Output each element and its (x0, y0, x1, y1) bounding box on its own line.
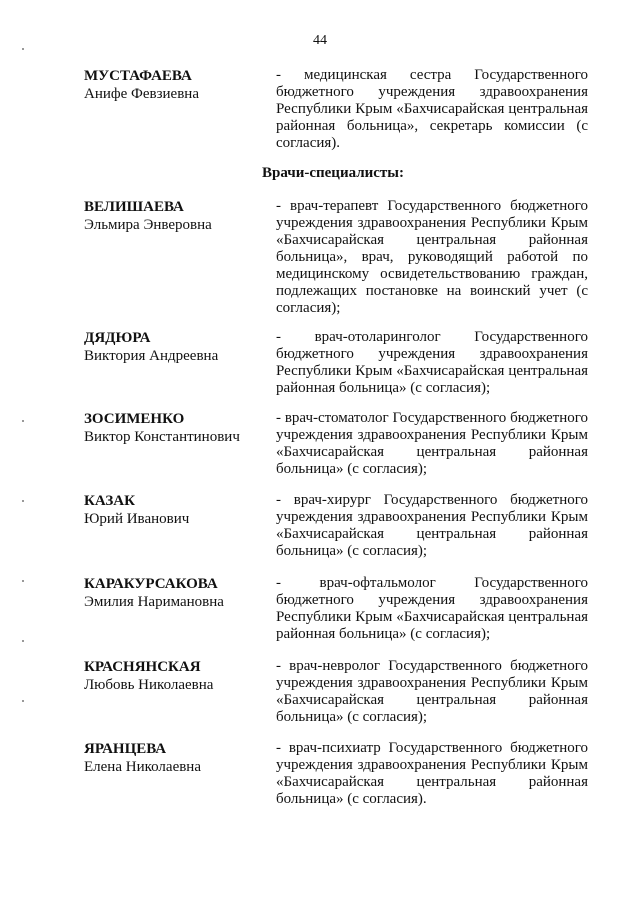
member-description: - медицинская сестра Государственного бюджетного учреждения здравоохранения Республики Крым «Бахчисарайская центральная районная больница», секретарь комиссии (с согласия). (276, 67, 588, 151)
member-name (84, 67, 270, 103)
member-given-name: Елена Николаевна (84, 759, 201, 775)
member-description: - врач-терапевт Государственного бюджетного учреждения здравоохранения Республики Крым «Бахчисарайская центральная районная больница», врач, руководящий работой по медицинскому освидетельствованию граждан, подлежащих постановке на воинский учет (с согласия); (276, 198, 588, 316)
member-surname: ЗОСИМЕНКО (84, 411, 185, 427)
member-surname: ВЕЛИШАЕВА (84, 199, 184, 215)
member-name (84, 658, 270, 694)
member-description: - врач-хирург Государственного бюджетного учреждения здравоохранения Республики Крым «Бахчисарайская центральная районная больница» (с согласия); (276, 492, 588, 559)
scan-speck (22, 420, 24, 422)
member-name (84, 329, 270, 365)
member-name (84, 492, 270, 528)
member-name (84, 198, 270, 234)
member-given-name: Виктор Константинович (84, 429, 240, 445)
member-given-name: Эмилия Наримановна (84, 594, 224, 610)
section-heading: Врачи-специалисты: (262, 165, 405, 181)
member-given-name: Анифе Февзиевна (84, 86, 199, 102)
scan-speck (22, 580, 24, 582)
member-description: - врач-офтальмолог Государственного бюджетного учреждения здравоохранения Республики Крым «Бахчисарайская центральная районная больница» (с согласия); (276, 575, 588, 642)
member-surname: КАРАКУРСАКОВА (84, 576, 218, 592)
scan-speck (22, 500, 24, 502)
member-description: - врач-психиатр Государственного бюджетного учреждения здравоохранения Республики Крым «Бахчисарайская центральная районная больница» (с согласия). (276, 740, 588, 807)
scan-speck (22, 48, 24, 50)
page-number: 44 (313, 33, 327, 48)
member-given-name: Виктория Андреевна (84, 348, 219, 364)
member-surname: КАЗАК (84, 493, 135, 509)
member-name (84, 410, 270, 446)
member-surname: ЯРАНЦЕВА (84, 741, 167, 757)
scan-speck (22, 640, 24, 642)
member-surname: МУСТАФАЕВА (84, 68, 192, 84)
member-name (84, 575, 270, 611)
member-given-name: Юрий Иванович (84, 511, 190, 527)
member-given-name: Эльмира Энверовна (84, 217, 212, 233)
member-given-name: Любовь Николаевна (84, 677, 214, 693)
member-description: - врач-стоматолог Государственного бюджетного учреждения здравоохранения Республики Крым «Бахчисарайская центральная районная больница» (с согласия); (276, 410, 588, 477)
member-surname: КРАСНЯНСКАЯ (84, 659, 201, 675)
member-description: - врач-отоларинголог Государственного бюджетного учреждения здравоохранения Республики Крым «Бахчисарайская центральная районная больница» (с согласия); (276, 329, 588, 396)
member-name (84, 740, 270, 776)
member-description: - врач-невролог Государственного бюджетного учреждения здравоохранения Республики Крым «Бахчисарайская центральная районная больница» (с согласия); (276, 658, 588, 725)
scan-speck (22, 700, 24, 702)
member-surname: ДЯДЮРА (84, 330, 151, 346)
